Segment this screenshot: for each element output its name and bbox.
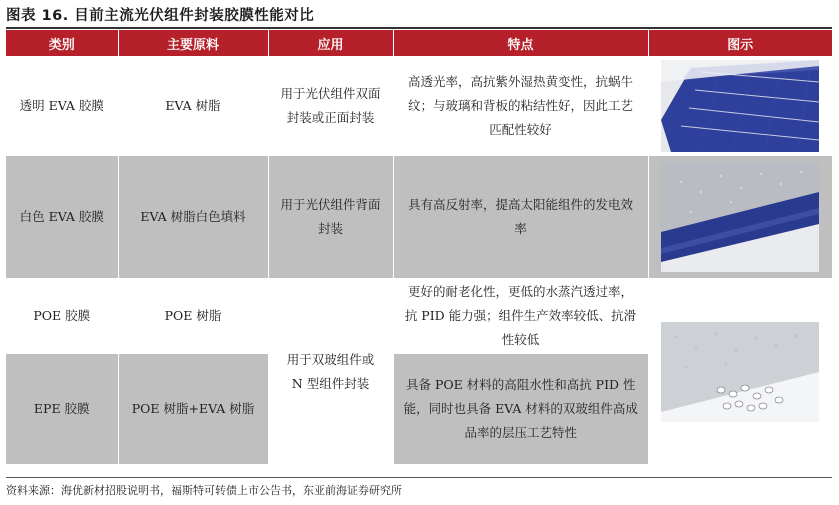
row-application-shared: 用于双玻组件或 N 型组件封装 xyxy=(268,280,393,464)
title-rule xyxy=(6,27,832,29)
solar-module-white-eva-photo-icon xyxy=(661,162,819,272)
row-image xyxy=(648,156,832,278)
row-image xyxy=(648,58,832,154)
header-material: 主要原料 xyxy=(118,30,268,56)
header-features: 特点 xyxy=(393,30,648,56)
row-category: 白色 EVA 胶膜 xyxy=(6,156,118,278)
source-note: 资料来源：海优新材招股说明书，福斯特可转债上市公告书，东亚前海证券研究所 xyxy=(6,484,402,497)
row-features: 具备 POE 材料的高阻水性和高抗 PID 性能，同时也具备 EVA 材料的双玻组件高成品率的层压工艺特性 xyxy=(393,354,648,464)
row-material: POE 树脂+EVA 树脂 xyxy=(118,354,268,464)
solar-cell-photo-icon xyxy=(661,60,819,152)
header-category: 类别 xyxy=(6,30,118,56)
figure-title: 图表 16. 目前主流光伏组件封装胶膜性能对比 xyxy=(6,8,315,24)
table-row xyxy=(6,156,832,278)
comparison-table xyxy=(6,30,832,464)
table-row xyxy=(6,58,832,154)
row-application: 用于光伏组件背面封装 xyxy=(268,156,393,278)
row-material: EVA 树脂 xyxy=(118,58,268,154)
footer-rule xyxy=(6,477,832,478)
header-application: 应用 xyxy=(268,30,393,56)
table-header-row xyxy=(6,30,832,56)
row-features: 更好的耐老化性，更低的水蒸汽透过率，抗 PID 能力强；组件生产效率较低、抗滑性较低 xyxy=(393,280,648,352)
row-category: 透明 EVA 胶膜 xyxy=(6,58,118,154)
row-features: 具有高反射率，提高太阳能组件的发电效率 xyxy=(393,156,648,278)
row-material: EVA 树脂白色填料 xyxy=(118,156,268,278)
table-row xyxy=(6,280,832,352)
row-application: 用于光伏组件双面封装或正面封装 xyxy=(268,58,393,154)
row-features: 高透光率，高抗紫外湿热黄变性，抗蜗牛纹；与玻璃和背板的粘结性好，因此工艺匹配性较好 xyxy=(393,58,648,154)
header-image: 图示 xyxy=(648,30,832,56)
poe-film-droplets-photo-icon xyxy=(661,322,819,422)
row-material: POE 树脂 xyxy=(118,280,268,352)
row-category: POE 胶膜 xyxy=(6,280,118,352)
row-category: EPE 胶膜 xyxy=(6,354,118,464)
row-image xyxy=(648,280,832,464)
